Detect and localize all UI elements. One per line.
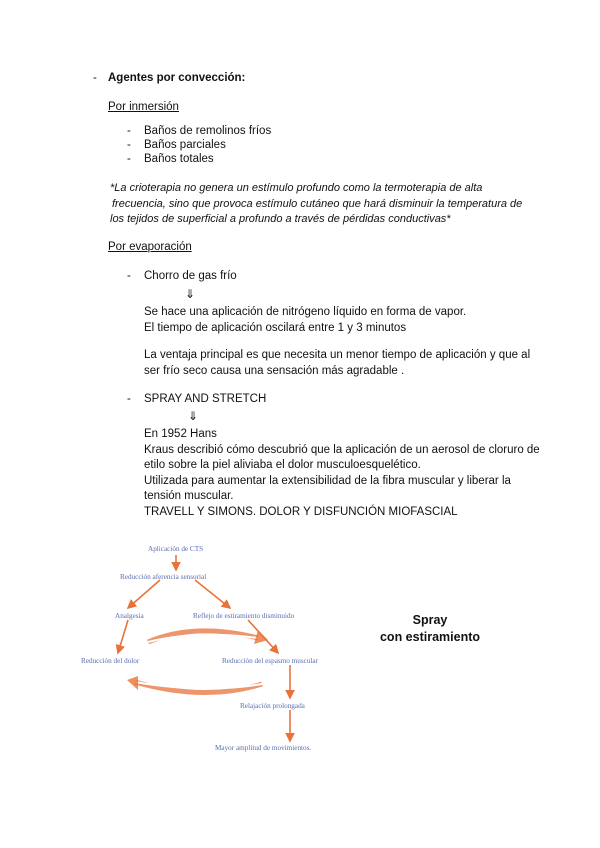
node-reduccion-espasmo: Reducción del espasmo muscular bbox=[222, 657, 319, 665]
node-amplitud: Mayor amplitud de movimientos. bbox=[215, 744, 312, 752]
text-line: La ventaja principal es que necesita un menor tiempo de aplicación y que al bbox=[144, 349, 531, 361]
note-line: *La crioterapia no genera un estímulo profundo como la termoterapia de alta bbox=[110, 182, 483, 194]
list-dash: - bbox=[127, 153, 131, 165]
list-item: Baños totales bbox=[144, 153, 214, 165]
node-reflejo: Reflejo de estiramiento disminuido bbox=[193, 612, 295, 620]
text-line: Kraus describió cómo descubrió que la aplicación de un aerosol de cloruro de bbox=[144, 443, 540, 456]
down-arrow-icon: ⇓ bbox=[188, 409, 199, 423]
evaporacion-heading: Por evaporación bbox=[108, 241, 192, 253]
text-line: tensión muscular. bbox=[144, 490, 234, 502]
node-analgesia: Analgesia bbox=[115, 612, 144, 620]
section-bullet: - bbox=[93, 72, 97, 84]
node-reduccion-dolor: Reducción del dolor bbox=[81, 657, 140, 665]
crioterapia-note bbox=[110, 181, 550, 228]
text-line: En 1952 Hans bbox=[144, 428, 217, 440]
spray-label: SPRAY AND STRETCH bbox=[144, 393, 267, 405]
cycle-arrowhead bbox=[254, 630, 268, 644]
list-item: Baños parciales bbox=[144, 139, 226, 151]
node-aplicacion: Aplicación de CTS bbox=[148, 545, 204, 553]
cts-flow-diagram bbox=[0, 530, 380, 770]
list-dash: - bbox=[127, 393, 131, 405]
text-line: El tiempo de aplicación oscilará entre 1 y 3 minutos bbox=[144, 321, 407, 334]
chorro-description bbox=[144, 305, 466, 336]
node-reduccion-aferencia: Reducción aferencia sensorial bbox=[120, 573, 207, 581]
text-line: etilo sobre la piel aliviaba el dolor musculoesquelético. bbox=[144, 459, 421, 471]
spray-description bbox=[144, 427, 540, 520]
text-line: ser frío seco causa una sensación más agradable . bbox=[144, 364, 405, 377]
flow-arrow bbox=[195, 580, 230, 608]
section-title: Agentes por convección: bbox=[108, 72, 246, 84]
chorro-label: Chorro de gas frío bbox=[144, 270, 237, 282]
text-line: Utilizada para aumentar la extensibilidad de la fibra muscular y liberar la bbox=[144, 474, 511, 487]
list-dash: - bbox=[127, 270, 131, 282]
text-line: Se hace una aplicación de nitrógeno líquido en forma de vapor. bbox=[144, 306, 467, 318]
flow-arrow bbox=[118, 620, 128, 653]
down-arrow-icon: ⇓ bbox=[185, 287, 196, 301]
caption-line: con estiramiento bbox=[379, 630, 481, 644]
chorro-advantage bbox=[144, 348, 530, 379]
list-dash: - bbox=[127, 139, 131, 151]
cycle-arrowhead bbox=[127, 676, 138, 690]
flow-arrow bbox=[128, 580, 160, 608]
list-item: Baños de remolinos fríos bbox=[144, 125, 272, 137]
list-dash: - bbox=[127, 125, 131, 137]
inmersion-heading: Por inmersión bbox=[108, 101, 179, 113]
node-relajacion: Relajación prolongada bbox=[240, 702, 305, 710]
diagram-caption bbox=[360, 612, 500, 646]
note-line: frecuencia, sino que provoca estímulo cutáneo que hará disminuir la temperatura de bbox=[112, 197, 523, 210]
note-line: los tejidos de superficial a profundo a través de pérdidas conductivas* bbox=[110, 213, 451, 225]
caption-line: Spray bbox=[412, 613, 448, 627]
text-line: TRAVELL Y SIMONS. DOLOR Y DISFUNCIÓN MIOFASCIAL bbox=[144, 505, 458, 518]
